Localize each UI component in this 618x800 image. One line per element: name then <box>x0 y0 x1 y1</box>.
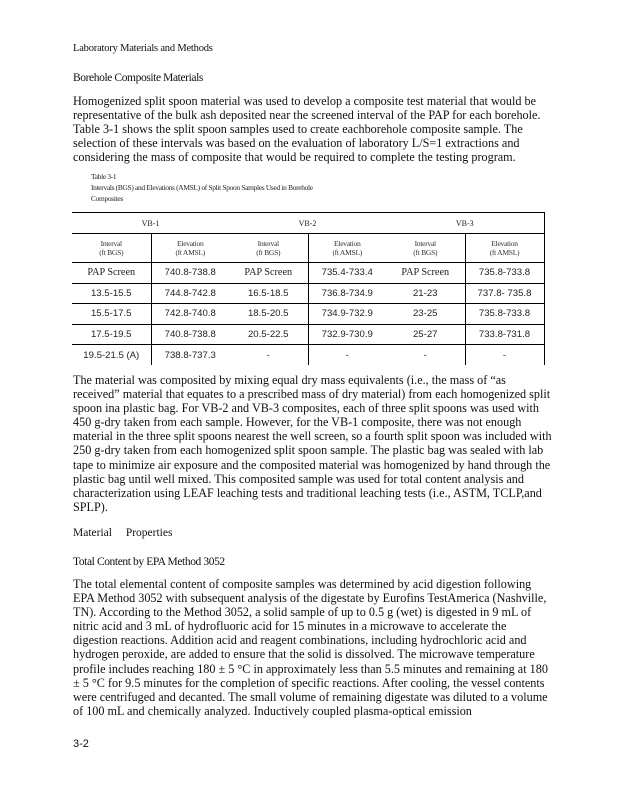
table-cell: 735.8-733.8 <box>465 304 544 325</box>
table-title-line1: Intervals (BGS) and Elevations (AMSL) of Split Spoon Samples Used in Borehole <box>91 183 313 192</box>
table-row <box>72 345 544 366</box>
table-cell: 15.5-17.5 <box>72 304 151 325</box>
table-cell: 742.8-740.8 <box>151 304 229 325</box>
column-header-line1: Elevation <box>334 238 361 248</box>
column-header-line2: (ft BGS) <box>99 248 124 257</box>
table-cell: 740.8-738.8 <box>151 263 229 284</box>
column-header-line1: Elevation <box>491 238 518 248</box>
column-header <box>229 234 308 263</box>
group-header-vb1: VB-1 <box>72 213 229 234</box>
table-cell: 734.9-732.9 <box>308 304 386 325</box>
table-cell: PAP Screen <box>72 263 151 284</box>
table-caption <box>91 171 313 204</box>
table-number: Table 3-1 <box>91 172 117 181</box>
column-header-line2: (ft BGS) <box>413 248 438 257</box>
page-number: 3-2 <box>73 738 89 750</box>
paragraph-total-content: The total elemental content of composite samples was determined by acid digestion following EPA Method 3052 with subsequent analysis of the digestate by Eurofins TestAmerica (Nashville, TN). According to the Method 3052, a solid sample of up to 0.5 g (wet) is digested in 9 mL of nitric acid and 3 mL of hydrofluoric acid for 15 minutes in a microwave to accelerate the digestion reactions. Addition acid and reagent combinations, including hydrochloric acid and hydrogen peroxide, are added to ensure that the solid is dissolved. The microwave temperature profile includes reaching 180 ± 5 °C in approximately less than 5.5 minutes and remaining at 180 ± 5 °C for 9.5 minutes for the completion of specific reactions. After cooling, the vessel contents were centrifuged and decanted. The small volume of remaining digestate was diluted to a volume of 100 mL and chemically analyzed. Inductively coupled plasma-optical emission <box>73 577 548 718</box>
running-header: Laboratory Materials and Methods <box>73 43 213 54</box>
table-cell: - <box>386 345 465 366</box>
table-cell: 25-27 <box>386 324 465 345</box>
column-header <box>465 234 544 263</box>
column-header-line1: Elevation <box>177 238 204 248</box>
column-header-line1: Interval <box>100 238 122 248</box>
column-header-line2: (ft BGS) <box>256 248 281 257</box>
column-header-line2: (ft AMSL) <box>332 248 363 257</box>
table-cell: 18.5-20.5 <box>229 304 308 325</box>
table-cell: 737.8- 735.8 <box>465 283 544 304</box>
table-row <box>72 263 544 284</box>
paragraph-composite-intro: Homogenized split spoon material was used to develop a composite test material that would be representative of the bulk ash deposited near the screened interval of the PAP for each borehole. Table 3-1 shows the split spoon samples used to create eachborehole composite sample. The selection of these intervals was based on the evaluation of laboratory L/S=1 extractions and considering the mass of composite that would be required to complete the testing program. <box>73 94 541 165</box>
column-header-line1: Interval <box>257 238 279 248</box>
column-header <box>386 234 465 263</box>
table-cell: 20.5-22.5 <box>229 324 308 345</box>
table-cell: 736.8-734.9 <box>308 283 386 304</box>
table-title-line2: Composites <box>91 194 123 203</box>
table-cell: PAP Screen <box>386 263 465 284</box>
section-heading-total-content: Total Content by EPA Method 3052 <box>73 556 225 568</box>
column-header <box>308 234 386 263</box>
table-cell: - <box>308 345 386 366</box>
table-cell: PAP Screen <box>229 263 308 284</box>
section-heading-borehole-composite: Borehole Composite Materials <box>73 72 203 84</box>
table-cell: 13.5-15.5 <box>72 283 151 304</box>
table-cell: 732.9-730.9 <box>308 324 386 345</box>
section-heading-material-properties: Material Properties <box>73 527 173 539</box>
group-header-vb3: VB-3 <box>386 213 544 234</box>
table-cell: 735.8-733.8 <box>465 263 544 284</box>
table-cell: 735.4-733.4 <box>308 263 386 284</box>
table-cell: 733.8-731.8 <box>465 324 544 345</box>
table-row <box>72 283 544 304</box>
column-header <box>72 234 151 263</box>
table-cell: 744.8-742.8 <box>151 283 229 304</box>
column-header-line2: (ft AMSL) <box>489 248 520 257</box>
table-cell: 16.5-18.5 <box>229 283 308 304</box>
table-row <box>72 304 544 325</box>
split-spoon-table <box>72 212 544 365</box>
table-cell: 23-25 <box>386 304 465 325</box>
table-cell: - <box>465 345 544 366</box>
table-row <box>72 324 544 345</box>
column-header-line2: (ft AMSL) <box>175 248 206 257</box>
paragraph-composite-method: The material was composited by mixing equal dry mass equivalents (i.e., the mass of “as received” material that equates to a prescribed mass of dry material) from each homogenized split spoon ina plastic bag. For VB-2 and VB-3 composites, each of three split spoons was used with 450 g-dry taken from each sample. However, for the VB-1 composite, there was not enough material in the three split spoons nearest the well screen, so a fourth split spoon was included with 250 g-dry taken from each homogenized split spoon sample. The plastic bag was sealed with lab tape to minimize air exposure and the composited material was homogenized by hand through the plastic bag until well mixed. This composited sample was used for total content analysis and characterization using LEAF leaching tests and traditional leaching tests (i.e., ASTM, TCLP,and SPLP). <box>73 373 552 514</box>
table-cell: 740.8-738.8 <box>151 324 229 345</box>
column-header-line1: Interval <box>414 238 436 248</box>
group-header-vb2: VB-2 <box>229 213 386 234</box>
table-cell: 17.5-19.5 <box>72 324 151 345</box>
table-cell: 738.8-737.3 <box>151 345 229 366</box>
table-cell: - <box>229 345 308 366</box>
table-cell: 21-23 <box>386 283 465 304</box>
column-header <box>151 234 229 263</box>
table-cell: 19.5-21.5 (A) <box>72 345 151 366</box>
